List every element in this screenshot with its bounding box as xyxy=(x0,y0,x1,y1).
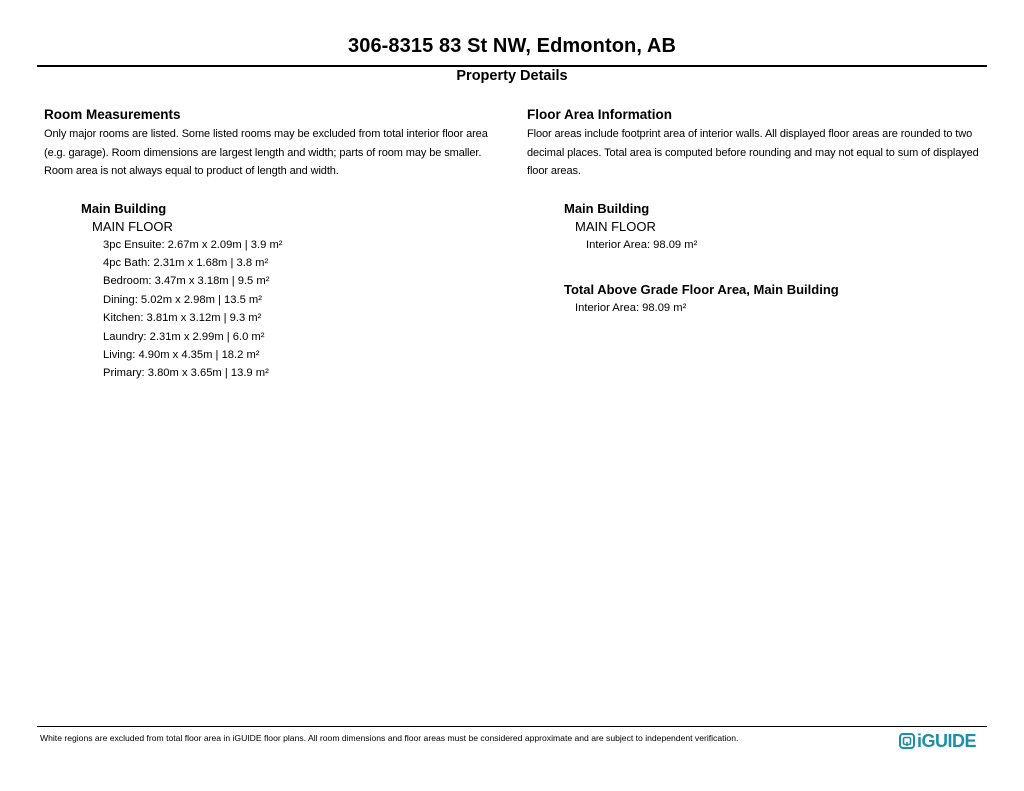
floor-block xyxy=(92,218,504,383)
header-divider xyxy=(37,65,987,67)
iguide-logo-icon xyxy=(899,733,915,749)
room-item: Laundry: 2.31m x 2.99m | 6.0 m² xyxy=(103,330,265,343)
description-line: Room area is not always equal to product of length and width. xyxy=(44,165,339,177)
room-item: Kitchen: 3.81m x 3.12m | 9.3 m² xyxy=(103,312,262,325)
room-measurements-heading: Room Measurements xyxy=(44,107,181,122)
floor-area-section xyxy=(527,106,995,317)
room-item: Primary: 3.80m x 3.65m | 13.9 m² xyxy=(103,367,269,380)
floor-area-block xyxy=(564,200,995,318)
room-item: Living: 4.90m x 4.35m | 18.2 m² xyxy=(103,348,260,361)
iguide-logo xyxy=(899,731,976,751)
room-measurements-description xyxy=(44,125,504,181)
floor-block xyxy=(575,218,995,254)
room-measurements-section xyxy=(44,106,504,383)
room-item: 3pc Ensuite: 2.67m x 2.09m | 3.9 m² xyxy=(103,238,283,251)
description-line: (e.g. garage). Room dimensions are largest length and width; parts of room may be smaller. xyxy=(44,146,482,159)
room-item: Dining: 5.02m x 2.98m | 13.5 m² xyxy=(103,293,262,306)
description-line: Floor areas include footprint area of interior walls. All displayed floor areas are rounded to two xyxy=(527,128,973,140)
floor-name: MAIN FLOOR xyxy=(575,218,656,234)
floor-interior-area: Interior Area: 98.09 m² xyxy=(586,238,698,251)
footer-disclaimer: White regions are excluded from total floor area in iGUIDE floor plans. All room dimensions and floor areas must be considered approximate and are subject to independent verification. xyxy=(40,733,739,743)
page-title: 306-8315 83 St NW, Edmonton, AB xyxy=(348,35,676,57)
iguide-logo-text: iGUIDE xyxy=(917,730,977,751)
footer-divider xyxy=(37,726,987,727)
page-subtitle: Property Details xyxy=(456,68,568,84)
building-name: Main Building xyxy=(81,200,167,216)
room-list-block xyxy=(81,200,504,383)
room-item: 4pc Bath: 2.31m x 1.68m | 3.8 m² xyxy=(103,256,269,269)
description-line: floor areas. xyxy=(527,165,581,177)
building-name: Main Building xyxy=(564,200,650,216)
description-line: Only major rooms are listed. Some listed rooms may be excluded from total interior floor area xyxy=(44,128,488,140)
floor-area-heading: Floor Area Information xyxy=(527,107,673,122)
total-area-heading: Total Above Grade Floor Area, Main Building xyxy=(564,281,839,297)
description-line: decimal places. Total area is computed before rounding and may not equal to sum of displayed xyxy=(527,146,979,159)
room-list xyxy=(103,236,504,383)
room-item: Bedroom: 3.47m x 3.18m | 9.5 m² xyxy=(103,275,270,288)
floor-area-description xyxy=(527,125,995,181)
total-interior-area: Interior Area: 98.09 m² xyxy=(575,301,687,314)
floor-name: MAIN FLOOR xyxy=(92,218,173,234)
